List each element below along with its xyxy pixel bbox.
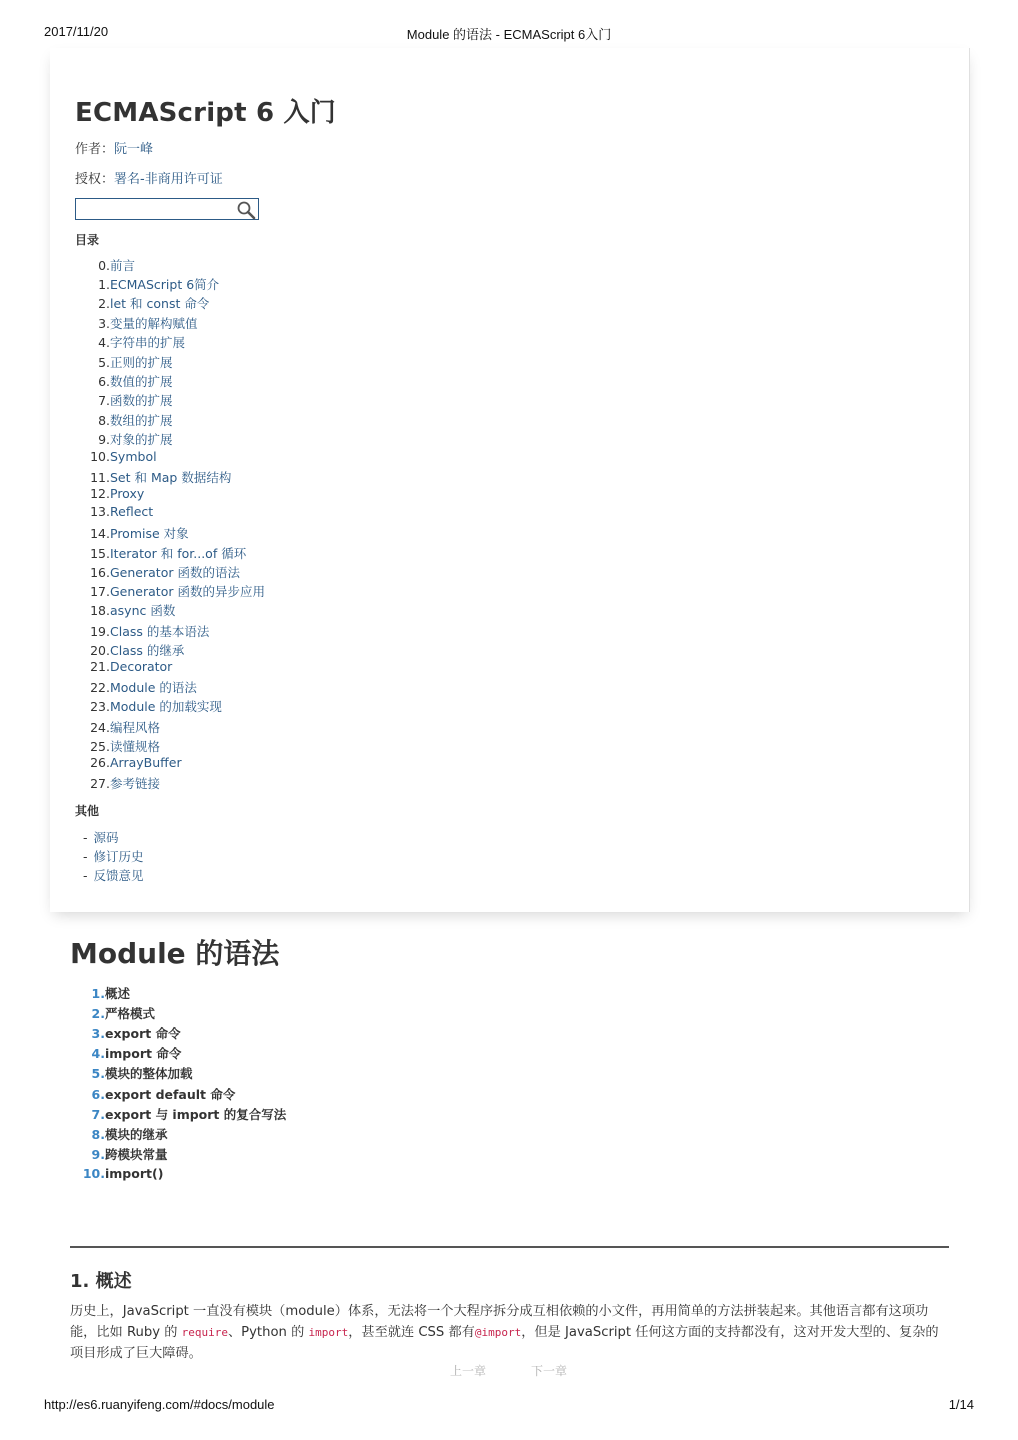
chapter-toc-number: 1. [91, 986, 105, 1001]
toc-item-link[interactable]: Decorator [110, 659, 173, 674]
toc-item[interactable] [75, 678, 197, 696]
toc-item-link[interactable]: Proxy [110, 486, 145, 501]
toc-item-number: 27. [90, 776, 110, 791]
toc-heading: 目录 [75, 233, 100, 247]
toc-item[interactable] [75, 641, 184, 659]
paragraph-text: ，但是 JavaScript 任何这方面的支持都没有，这对开发大型的、复杂的项目形成了巨大障碍。 [70, 1325, 939, 1361]
toc-item-link[interactable]: 变量的解构赋值 [110, 316, 198, 331]
toc-item-link[interactable]: 对象的扩展 [110, 432, 173, 447]
inline-code: require [181, 1326, 228, 1339]
other-item[interactable] [83, 866, 144, 884]
toc-item[interactable] [75, 659, 172, 677]
author-link[interactable]: 阮一峰 [114, 142, 154, 157]
toc-item-number: 14. [90, 526, 110, 541]
toc-item-link[interactable]: async 函数 [110, 603, 176, 618]
author-line [75, 138, 153, 157]
chapter-toc-number: 3. [91, 1026, 105, 1041]
inline-code: import [308, 1326, 349, 1339]
other-item[interactable] [83, 828, 119, 846]
toc-item[interactable] [75, 275, 219, 293]
toc-item-number: 21. [90, 659, 110, 674]
toc-item-link[interactable]: 正则的扩展 [110, 355, 173, 370]
toc-item-link[interactable]: Set 和 Map 数据结构 [110, 470, 232, 485]
other-heading: 其他 [75, 804, 100, 818]
section-divider [70, 1246, 949, 1248]
toc-item[interactable] [75, 333, 185, 351]
page-number: 1/14 [948, 1397, 974, 1412]
chapter-toc-number: 2. [91, 1006, 105, 1021]
toc-item-link[interactable]: Generator 函数的异步应用 [110, 584, 265, 599]
section-paragraph [70, 1301, 950, 1364]
chapter-toc-link[interactable]: 模块的继承 [105, 1127, 168, 1142]
chapter-toc-number: 7. [91, 1107, 105, 1122]
license-label: 授权： [75, 172, 115, 187]
toc-item-link[interactable]: Promise 对象 [110, 526, 189, 541]
toc-item[interactable] [75, 294, 209, 312]
source-link[interactable]: 源码 [93, 830, 119, 845]
toc-item-number: 25. [90, 739, 110, 754]
toc-item-link[interactable]: Symbol [110, 449, 157, 464]
site-title[interactable]: ECMAScript 6 入门 [75, 98, 336, 128]
toc-item-number: 9. [98, 432, 110, 447]
toc-item[interactable] [75, 582, 265, 600]
toc-item-number: 20. [90, 643, 110, 658]
chapter-toc-item[interactable] [70, 1166, 163, 1184]
search-box [75, 198, 259, 220]
chapter-toc-link[interactable]: export 与 import 的复合写法 [105, 1107, 287, 1122]
toc-item[interactable] [75, 544, 246, 562]
toc-item-link[interactable]: ECMAScript 6简介 [110, 277, 220, 292]
chapter-toc-link[interactable]: 模块的整体加载 [105, 1066, 193, 1081]
toc-item-number: 7. [98, 393, 110, 408]
toc-item[interactable] [75, 504, 153, 522]
toc-item[interactable] [75, 524, 189, 542]
chapter-toc-item[interactable] [70, 1004, 155, 1022]
inline-code: @import [474, 1326, 522, 1339]
toc-item[interactable] [75, 622, 209, 640]
search-input[interactable] [78, 201, 234, 217]
chapter-toc-number: 4. [91, 1046, 105, 1061]
chapter-toc-link[interactable]: 概述 [105, 986, 131, 1001]
toc-item[interactable] [75, 468, 231, 486]
toc-item-number: 16. [90, 565, 110, 580]
toc-item[interactable] [75, 737, 160, 755]
paragraph-text: 、Python 的 [227, 1325, 309, 1340]
toc-item-link[interactable]: 参考链接 [110, 776, 161, 791]
toc-item-link[interactable]: 字符串的扩展 [110, 335, 186, 350]
toc-item-number: 3. [98, 316, 110, 331]
toc-item[interactable] [75, 391, 173, 409]
toc-item-number: 19. [90, 624, 110, 639]
toc-item-link[interactable]: Module 的语法 [110, 680, 197, 695]
chapter-toc-item[interactable] [70, 984, 130, 1002]
list-dash: - [83, 849, 88, 864]
print-header [44, 24, 974, 42]
chapter-toc-link[interactable]: export 命令 [105, 1026, 181, 1041]
toc-item-link[interactable]: Reflect [110, 504, 154, 519]
chapter-toc-number: 5. [91, 1066, 105, 1081]
toc-item-number: 24. [90, 720, 110, 735]
chapter-toc-link[interactable]: 跨模块常量 [105, 1147, 168, 1162]
toc-item-number: 2. [98, 296, 110, 311]
pager [0, 1362, 1018, 1380]
toc-item-link[interactable]: 前言 [110, 258, 136, 273]
chapter-toc-item[interactable] [70, 1044, 181, 1062]
toc-item[interactable] [75, 372, 173, 390]
toc-item[interactable] [75, 430, 173, 448]
toc-item-link[interactable]: let 和 const 命令 [110, 296, 210, 311]
page-title: Module 的语法 [70, 937, 280, 970]
toc-item-number: 15. [90, 546, 110, 561]
search-icon[interactable] [236, 200, 256, 220]
toc-item-number: 26. [90, 755, 110, 770]
toc-item-number: 6. [98, 374, 110, 389]
toc-item-link[interactable]: ArrayBuffer [110, 755, 182, 770]
next-chapter-button[interactable]: 下一章 [531, 1364, 568, 1378]
section-title: 1. 概述 [70, 1271, 132, 1292]
history-link[interactable]: 修订历史 [93, 849, 144, 864]
chapter-toc-link[interactable]: import 命令 [105, 1046, 182, 1061]
toc-item[interactable] [75, 601, 175, 619]
toc-item-number: 4. [98, 335, 110, 350]
feedback-link[interactable]: 反馈意见 [93, 868, 144, 883]
toc-item[interactable] [75, 353, 173, 371]
toc-item-link[interactable]: Class 的基本语法 [110, 624, 210, 639]
license-line [75, 168, 223, 187]
chapter-toc-item[interactable] [70, 1064, 193, 1082]
toc-item-link[interactable]: Class 的继承 [110, 643, 185, 658]
toc-item[interactable] [75, 449, 157, 467]
chapter-toc-item[interactable] [70, 1085, 235, 1103]
toc-item-number: 0. [98, 258, 110, 273]
print-page-title: Module 的语法 - ECMAScript 6入门 [406, 27, 612, 42]
toc-item-number: 13. [90, 504, 110, 519]
chapter-toc-number: 9. [91, 1147, 105, 1162]
toc-item-number: 11. [90, 470, 110, 485]
chapter-toc-link[interactable]: import() [105, 1166, 164, 1181]
sidebar [50, 48, 970, 912]
toc-item-number: 22. [90, 680, 110, 695]
print-date: 2017/11/20 [44, 24, 109, 39]
other-item[interactable] [83, 847, 144, 865]
toc-item-link[interactable]: Generator 函数的语法 [110, 565, 240, 580]
author-label: 作者： [75, 142, 115, 157]
print-url: http://es6.ruanyifeng.com/#docs/module [44, 1397, 275, 1412]
chapter-toc-item[interactable] [70, 1024, 181, 1042]
print-footer [44, 1397, 974, 1415]
toc-item-number: 18. [90, 603, 110, 618]
toc-item-link[interactable]: 数值的扩展 [110, 374, 173, 389]
toc-item[interactable] [75, 256, 135, 274]
chapter-toc-item[interactable] [70, 1145, 168, 1163]
chapter-toc-number: 6. [91, 1087, 105, 1102]
toc-item-number: 8. [98, 413, 110, 428]
toc-item[interactable] [75, 697, 222, 715]
toc-item[interactable] [75, 718, 160, 736]
toc-item-link[interactable]: 编程风格 [110, 720, 161, 735]
toc-item-link[interactable]: Module 的加载实现 [110, 699, 222, 714]
paragraph-text: ，甚至就连 CSS 都有 [348, 1325, 475, 1340]
chapter-toc-number: 8. [91, 1127, 105, 1142]
toc-item-number: 5. [98, 355, 110, 370]
chapter-toc-item[interactable] [70, 1105, 286, 1123]
list-dash: - [83, 868, 88, 883]
toc-item-number: 17. [90, 584, 110, 599]
toc-item[interactable] [75, 755, 182, 773]
toc-item-link[interactable]: 函数的扩展 [110, 393, 173, 408]
toc-item[interactable] [75, 314, 198, 332]
prev-chapter-button[interactable]: 上一章 [450, 1364, 487, 1378]
toc-item-link[interactable]: Iterator 和 for...of 循环 [110, 546, 247, 561]
chapter-toc-number: 10. [82, 1166, 105, 1181]
toc-item-number: 10. [90, 449, 110, 464]
toc-item[interactable] [75, 486, 144, 504]
toc-item-number: 23. [90, 699, 110, 714]
chapter-toc-link[interactable]: 严格模式 [105, 1006, 156, 1021]
toc-item[interactable] [75, 563, 240, 581]
toc-item-link[interactable]: 读懂规格 [110, 739, 161, 754]
toc-item[interactable] [75, 774, 160, 792]
chapter-toc-item[interactable] [70, 1125, 168, 1143]
license-link[interactable]: 署名-非商用许可证 [114, 172, 223, 187]
toc-item-number: 1. [98, 277, 110, 292]
toc-item-number: 12. [90, 486, 110, 501]
list-dash: - [83, 830, 88, 845]
chapter-toc-link[interactable]: export default 命令 [105, 1087, 236, 1102]
paragraph-text: 历史上，JavaScript 一直没有模块（module）体系，无法将一个大程序拆分成互相依赖的小文件，再用简单的方法拼装起来。其他语言都有这项功能，比如 Ruby 的 [70, 1304, 929, 1340]
toc-item-link[interactable]: 数组的扩展 [110, 413, 173, 428]
toc-item[interactable] [75, 411, 173, 429]
